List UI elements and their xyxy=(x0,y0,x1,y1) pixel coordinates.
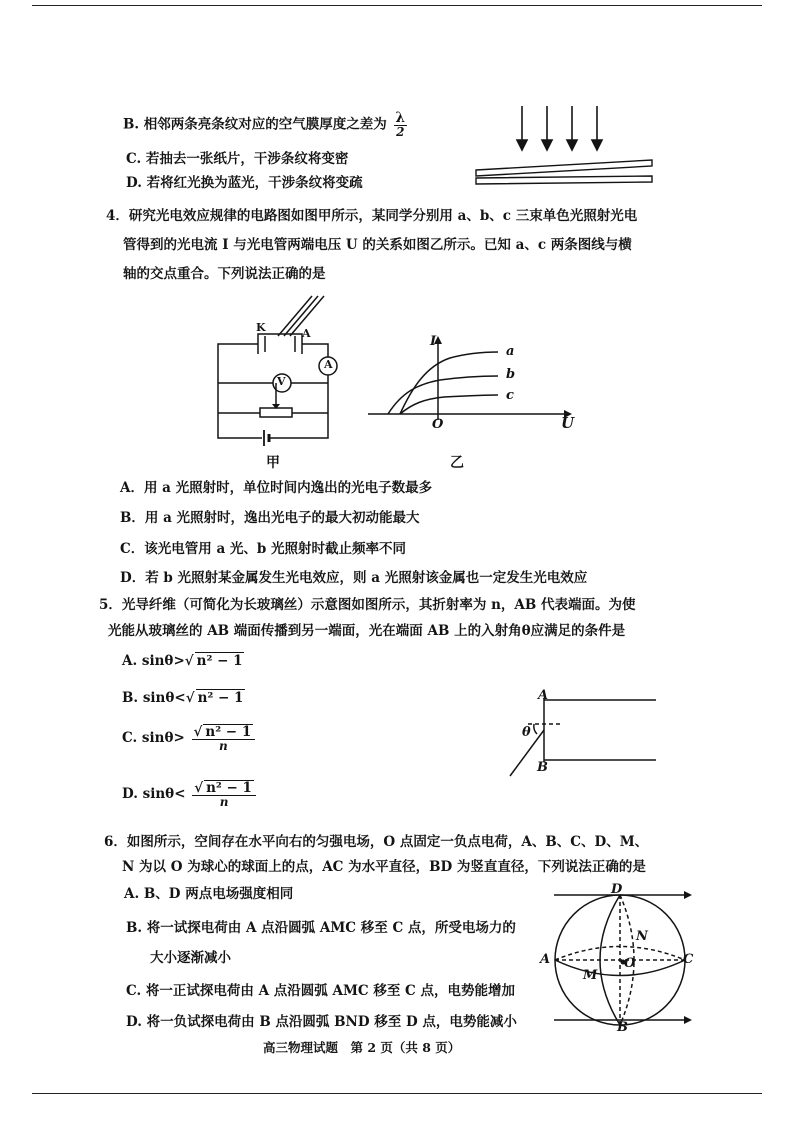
q5-stem-line1: 5．光导纤维（可简化为长玻璃丝）示意图如图所示，其折射率为 n，AB 代表端面。为使 xyxy=(99,597,636,613)
label-anode-a: A xyxy=(302,327,311,340)
q3-option-b-fraction xyxy=(394,111,407,139)
sphere-label-b: B xyxy=(617,1020,628,1035)
q6-option-a: A. B、D 两点电场强度相同 xyxy=(124,886,294,902)
q5-option-c-label: C. xyxy=(122,729,138,746)
q5-option-c-fraction xyxy=(192,724,256,753)
light-ray-3-head xyxy=(567,140,577,150)
q4-option-b: B．用 a 光照射时，逸出光电子的最大初动能最大 xyxy=(120,510,420,526)
q5-option-c-op: > xyxy=(173,729,185,746)
light-ray-4-head xyxy=(592,140,602,150)
q3-option-c: C. 若抽去一张纸片，干涉条纹将变密 xyxy=(126,151,349,167)
q4-stem-line2: 管得到的光电流 I 与光电管两端电压 U 的关系如图乙所示。已知 a、c 两条图线与横 xyxy=(123,237,632,253)
q5-option-b: B. sinθ<√ n² − 1 xyxy=(122,690,244,706)
fiber-label-b: B xyxy=(537,760,548,775)
q4-option-a: A．用 a 光照射时，单位时间内逸出的光电子数最多 xyxy=(120,480,433,496)
q5-option-c xyxy=(122,724,255,753)
q5-option-a-label: A. xyxy=(122,653,138,669)
q3-frac-denominator: 2 xyxy=(396,125,405,140)
label-voltmeter: V xyxy=(277,375,286,388)
q5-option-a-radicand: n² − 1 xyxy=(196,653,243,669)
label-cathode-k: K xyxy=(256,321,266,334)
q5-option-a-sin: sinθ xyxy=(141,653,174,669)
q5-option-c-sin: sinθ xyxy=(141,729,174,746)
q4-stem-line3: 轴的交点重合。下列说法正确的是 xyxy=(123,266,326,282)
q5-option-c-numerator: √ n² − 1 xyxy=(192,724,256,740)
sphere-field-diagram xyxy=(540,885,700,1040)
q5-option-b-op: < xyxy=(174,690,186,706)
q5-option-d-fraction xyxy=(192,780,256,809)
q6-option-c: C. 将一正试探电荷由 A 点沿圆弧 AMC 移至 C 点，电势能增加 xyxy=(126,983,515,999)
q6-stem-line2: N 为以 O 为球心的球面上的点，AC 为水平直径，BD 为竖直直径，下列说法正确的是 xyxy=(122,859,646,875)
q5-option-b-radicand: n² − 1 xyxy=(197,690,244,706)
sphere-label-c: C xyxy=(683,952,694,967)
figure-jia-caption: 甲 xyxy=(266,455,280,471)
curve-a-label: a xyxy=(506,344,515,359)
q5-stem-line2: 光能从玻璃丝的 AB 端面传播到另一端面，光在端面 AB 上的入射角θ应满足的条件是 xyxy=(108,623,626,639)
q4-option-c: C．该光电管用 a 光、b 光照射时截止频率不同 xyxy=(120,541,407,557)
sphere-label-a: A xyxy=(540,952,551,967)
q5-option-b-sin: sinθ xyxy=(142,690,175,706)
axis-origin-label: O xyxy=(432,417,444,432)
q6-stem-line1: 6．如图所示，空间存在水平向右的匀强电场，O 点固定一负点电荷，A、B、C、D、M、 xyxy=(104,834,649,850)
q5-option-d xyxy=(122,780,256,809)
bottom-rule xyxy=(32,1093,762,1094)
q3-option-b xyxy=(123,111,407,139)
field-line-bottom-arrow xyxy=(684,1016,692,1024)
q5-option-d-radicand: n² − 1 xyxy=(206,780,252,796)
sphere-label-m: M xyxy=(583,968,598,983)
photoelectric-circuit-diagram xyxy=(210,288,360,458)
light-ray-2-head xyxy=(542,140,552,150)
top-rule xyxy=(32,5,762,6)
current-voltage-graph xyxy=(366,336,586,426)
figure-yi-caption: 乙 xyxy=(450,455,464,471)
q4-option-d: D．若 b 光照射某金属发生光电效应，则 a 光照射该金属也一定发生光电效应 xyxy=(120,570,588,586)
axis-i-label: I xyxy=(430,334,437,349)
q5-option-d-sin: sinθ xyxy=(142,785,175,802)
q5-option-d-denominator: n xyxy=(219,795,229,810)
light-ray-1-head xyxy=(517,140,527,150)
curve-c-label: c xyxy=(506,388,514,403)
label-ammeter: A xyxy=(324,358,333,371)
q6-option-b-line2: 大小逐渐减小 xyxy=(150,950,231,966)
q5-option-a-op: > xyxy=(173,653,185,669)
q5-option-c-denominator: n xyxy=(218,739,228,754)
sphere-label-d: D xyxy=(611,882,623,897)
q3-frac-numerator: λ xyxy=(395,110,405,126)
curve-c xyxy=(400,395,498,414)
q3-option-b-text: B. 相邻两条亮条纹对应的空气膜厚度之差为 xyxy=(123,116,387,133)
thin-film-diagram xyxy=(470,100,670,192)
rheostat xyxy=(260,408,292,417)
fiber-label-a: A xyxy=(538,688,549,703)
q4-stem-line1: 4．研究光电效应规律的电路图如图甲所示，某同学分别用 a、b、c 三束单色光照射光电 xyxy=(106,208,638,224)
sphere-label-o: O xyxy=(624,956,636,971)
q6-option-d: D. 将一负试探电荷由 B 点沿圆弧 BND 移至 D 点，电势能减小 xyxy=(126,1014,517,1030)
axis-u-label: U xyxy=(561,414,575,432)
meridian-front xyxy=(600,895,620,1025)
curve-b-label: b xyxy=(506,367,516,382)
q5-option-c-radicand: n² − 1 xyxy=(205,724,252,740)
page-footer: 高三物理试题 第 2 页（共 8 页） xyxy=(263,1040,461,1055)
q3-option-d: D. 若将红光换为蓝光，干涉条纹将变疏 xyxy=(126,175,363,191)
q5-option-d-label: D. xyxy=(122,785,138,802)
q6-option-b-line1: B. 将一试探电荷由 A 点沿圆弧 AMC 移至 C 点，所受电场力的 xyxy=(126,920,516,936)
q5-option-a: A. sinθ>√ n² − 1 xyxy=(122,653,243,669)
incident-light-2 xyxy=(284,296,318,336)
glass-plate-top xyxy=(476,160,652,176)
circuit-wire-left xyxy=(218,344,262,438)
q5-option-b-label: B. xyxy=(122,690,139,706)
q5-option-d-op: < xyxy=(174,785,186,802)
field-line-top-arrow xyxy=(684,891,692,899)
sphere-label-n: N xyxy=(636,929,648,944)
q5-option-d-numerator: √ n² − 1 xyxy=(192,780,256,796)
fiber-label-theta: θ xyxy=(522,725,531,740)
angle-arc xyxy=(534,724,537,734)
glass-plate-bottom xyxy=(476,176,652,184)
